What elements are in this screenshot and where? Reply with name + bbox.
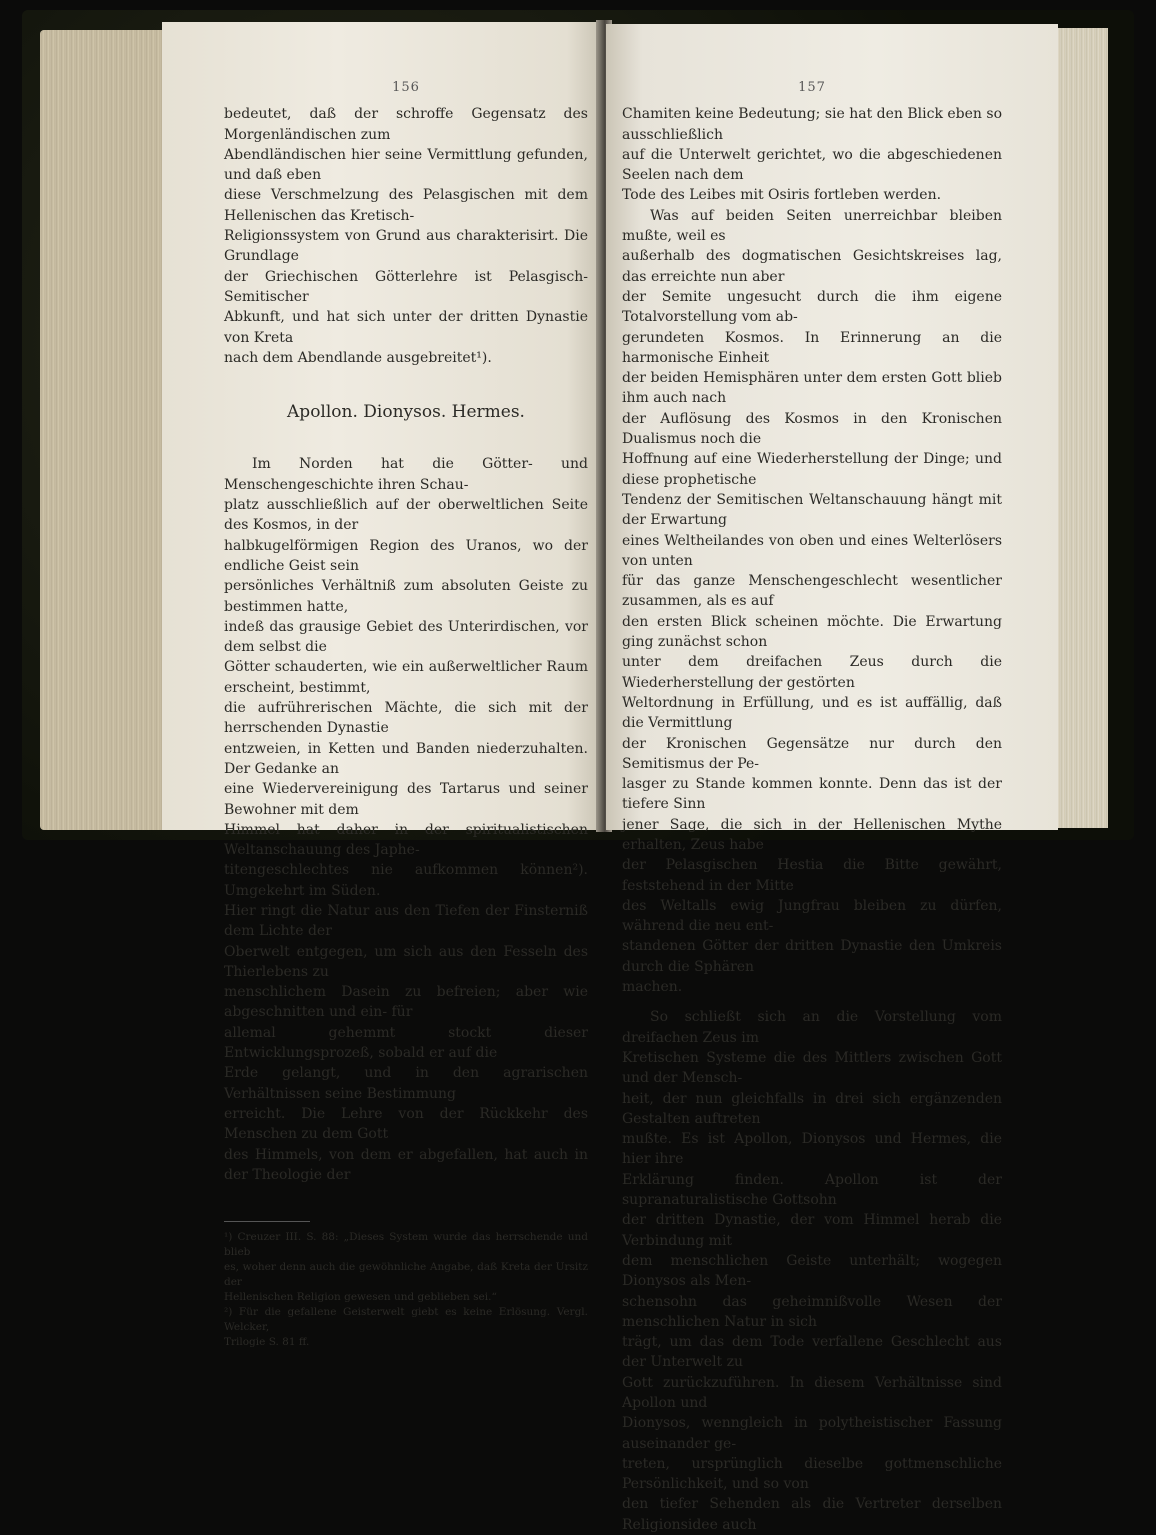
text-line: den tiefer Sehenden als die Vertreter derselben Religionsidee auch xyxy=(622,1496,1002,1533)
right-page-edges xyxy=(1050,28,1108,828)
text-line: machen. xyxy=(622,979,683,996)
text-line: eine Wiedervereinigung des Tartarus und seiner Bewohner mit dem xyxy=(224,781,588,818)
text-line: treten, ursprünglich dieselbe gottmenschliche Persönlichkeit, und so von xyxy=(622,1455,1002,1493)
text-line: Im Norden hat die Götter- und Menschengeschichte ihren Schau- xyxy=(224,456,588,493)
text-line: allemal gehemmt stockt dieser Entwicklungsprozeß, sobald er auf die xyxy=(224,1024,588,1062)
page-number: 156 xyxy=(392,80,420,95)
text-line: diese Verschmelzung des Pelasgischen mit dem Hellenischen das Kretisch- xyxy=(224,187,588,224)
paragraph-2 xyxy=(622,206,1002,998)
left-page-edges xyxy=(40,30,168,830)
paragraph-1 xyxy=(622,104,1002,205)
text-line: Gott zurückzuführen. In diesem Verhältnisse sind Apollon und xyxy=(622,1374,1002,1411)
footnote-line: ²) Für die gefallene Geisterwelt giebt es keine Erlösung. Vergl. Welcker, xyxy=(224,1306,588,1334)
footnote-line: Hellenischen Religion gewesen und geblieben sei.“ xyxy=(224,1291,497,1304)
text-line: auf die Unterwelt gerichtet, wo die abgeschiedenen Seelen nach dem xyxy=(622,146,1002,184)
text-line: Abkunft, und hat sich unter der dritten Dynastie von Kreta xyxy=(224,309,588,346)
text-line: Tode des Leibes mit Osiris fortleben werden. xyxy=(622,187,942,204)
text-line: der dritten Dynastie, der vom Himmel herab die Verbindung mit xyxy=(622,1212,1002,1249)
text-line: der Semite ungesucht durch die ihm eigene Totalvorstellung vom ab- xyxy=(622,288,1002,326)
top-paragraph xyxy=(224,104,588,368)
text-line: unter dem dreifachen Zeus durch die Wiederherstellung der gestörten xyxy=(622,654,1002,691)
text-line: Dionysos, wenngleich in polytheistischer Fassung auseinander ge- xyxy=(622,1415,1002,1452)
text-line: außerhalb des dogmatischen Gesichtskreises lag, das erreichte nun aber xyxy=(622,248,1002,285)
footnotes xyxy=(224,1230,588,1350)
footnote-divider xyxy=(224,1221,310,1222)
text-line: So schließt sich an die Vorstellung vom dreifachen Zeus im xyxy=(622,1009,1002,1046)
text-line: Was auf beiden Seiten unerreichbar bleiben mußte, weil es xyxy=(622,207,1002,245)
right-page xyxy=(606,24,1058,1533)
section-heading: Apollon. Dionysos. Hermes. xyxy=(287,402,525,423)
text-line: schensohn das geheimnißvolle Wesen der menschlichen Natur in sich xyxy=(622,1293,1002,1330)
text-line: persönliches Verhältniß zum absoluten Geiste zu bestimmen hatte, xyxy=(224,578,588,615)
text-line: Götter schauderten, wie ein außerweltlicher Raum erscheint, bestimmt, xyxy=(224,659,588,696)
text-line: gerundeten Kosmos. In Erinnerung an die harmonische Einheit xyxy=(622,329,1002,366)
text-line: der Auflösung des Kosmos in den Kronischen Dualismus noch die xyxy=(622,410,1002,448)
text-line: des Himmels, von dem er abgefallen, hat auch in der Theologie der xyxy=(224,1146,588,1183)
text-line: Erde gelangt, und in den agrarischen Verhältnissen seine Bestimmung xyxy=(224,1065,588,1102)
text-line: jener Sage, die sich in der Hellenischen Mythe erhalten, Zeus habe xyxy=(622,816,1002,853)
text-line: trägt, um das dem Tode verfallene Geschlecht aus der Unterwelt zu xyxy=(622,1334,1002,1371)
text-line: die aufrührerischen Mächte, die sich mit der herrschenden Dynastie xyxy=(224,700,588,737)
text-line: standenen Götter der dritten Dynastie den Umkreis durch die Sphären xyxy=(622,938,1002,975)
paragraph-gap xyxy=(622,997,1002,1007)
text-line: Weltordnung in Erfüllung, und es ist auffällig, daß die Vermittlung xyxy=(622,694,1002,732)
text-line: platz ausschließlich auf der oberweltlichen Seite des Kosmos, in der xyxy=(224,497,588,534)
text-line: für das ganze Menschengeschlecht wesentlicher zusammen, als es auf xyxy=(622,573,1002,610)
footnote-line: Trilogie S. 81 ff. xyxy=(224,1336,310,1349)
body-paragraph xyxy=(224,454,588,1185)
text-line: Chamiten keine Bedeutung; sie hat den Blick eben so ausschließlich xyxy=(622,106,1003,143)
text-line: eines Weltheilandes von oben und eines Welterlösers von unten xyxy=(622,532,1002,569)
text-line: indeß das grausige Gebiet des Unterirdischen, vor dem selbst die xyxy=(224,618,588,656)
left-page xyxy=(162,22,602,1349)
footnote-line: ¹) Creuzer III. S. 88: „Dieses System wurde das herrschende und blieb xyxy=(224,1231,588,1259)
text-line: heit, der nun gleichfalls in drei sich ergänzenden Gestalten auftreten xyxy=(622,1090,1002,1127)
text-line: Abendländischen hier seine Vermittlung gefunden, und daß eben xyxy=(224,146,588,184)
text-line: bedeutet, daß der schroffe Gegensatz des Morgenländischen zum xyxy=(224,106,588,143)
text-line: Kretischen Systeme die des Mittlers zwischen Gott und der Mensch- xyxy=(622,1049,1002,1087)
text-line: Hier ringt die Natur aus den Tiefen der Finsterniß dem Lichte der xyxy=(224,902,588,940)
text-line: Religionssystem von Grund aus charakterisirt. Die Grundlage xyxy=(224,228,588,265)
text-line: lasger zu Stande kommen konnte. Denn das ist der tiefere Sinn xyxy=(622,776,1002,813)
text-line: halbkugelförmigen Region des Uranos, wo der endliche Geist sein xyxy=(224,537,588,574)
text-line: mußte. Es ist Apollon, Dionysos und Hermes, die hier ihre xyxy=(622,1131,1002,1168)
text-line: titengeschlechtes nie aufkommen können²). Umgekehrt im Süden. xyxy=(224,862,588,899)
text-line: entzweien, in Ketten und Banden niederzuhalten. Der Gedanke an xyxy=(224,740,588,777)
text-line: Tendenz der Semitischen Weltanschauung hängt mit der Erwartung xyxy=(622,491,1002,529)
text-line: der Griechischen Götterlehre ist Pelasgisch-Semitischer xyxy=(224,268,588,305)
paragraph-3 xyxy=(622,1007,1002,1535)
text-line: erreicht. Die Lehre von der Rückkehr des Menschen zu dem Gott xyxy=(224,1105,588,1143)
text-line: den ersten Blick scheinen möchte. Die Erwartung ging zunächst schon xyxy=(622,613,1002,651)
text-line: der Kronischen Gegensätze nur durch den Semitismus der Pe- xyxy=(622,735,1002,772)
text-line: menschlichem Dasein zu befreien; aber wie abgeschnitten und ein- für xyxy=(224,984,588,1021)
text-line: nach dem Abendlande ausgebreitet¹). xyxy=(224,349,492,366)
page-number: 157 xyxy=(798,80,826,95)
text-line: Himmel hat daher in der spiritualistischen Weltanschauung des Japhe- xyxy=(224,821,588,859)
text-line: Erklärung finden. Apollon ist der supranaturalistische Gottsohn xyxy=(622,1171,1002,1209)
text-line: Hoffnung auf eine Wiederherstellung der Dinge; und diese prophetische xyxy=(622,451,1002,488)
text-line: der beiden Hemisphären unter dem ersten Gott blieb ihm auch nach xyxy=(622,370,1002,407)
text-line: dem menschlichen Geiste unterhält; wogegen Dionysos als Men- xyxy=(622,1252,1002,1290)
text-line: der Pelasgischen Hestia die Bitte gewährt, feststehend in der Mitte xyxy=(622,857,1002,894)
footnote-line: es, woher denn auch die gewöhnliche Angabe, daß Kreta der Ursitz der xyxy=(224,1261,588,1289)
text-line: des Weltalls ewig Jungfrau bleiben zu dürfen, während die neu ent- xyxy=(622,897,1002,935)
text-line: Oberwelt entgegen, um sich aus den Fesseln des Thierlebens zu xyxy=(224,943,588,980)
